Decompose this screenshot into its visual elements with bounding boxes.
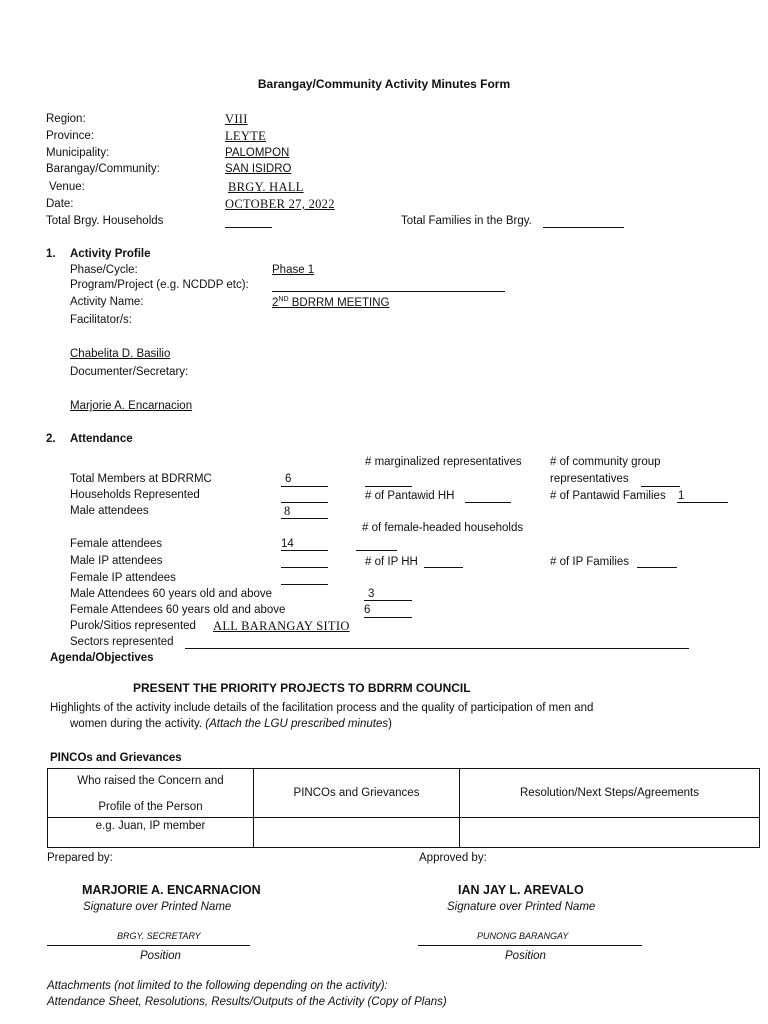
households-blank <box>225 227 272 228</box>
venue-label: Venue: <box>49 181 85 193</box>
region-label: Region: <box>46 113 86 125</box>
female-attendees-line <box>281 550 328 551</box>
attachments-line-2: Attendance Sheet, Resolutions, Results/Outputs of the Activity (Copy of Plans) <box>47 996 447 1008</box>
female-headed-label: # of female-headed households <box>362 522 524 534</box>
table-cell <box>254 818 460 848</box>
families-blank <box>543 227 624 228</box>
pincos-example: e.g. Juan, IP member <box>48 818 254 848</box>
pantawid-hh-blank <box>465 502 511 503</box>
male-attendees-label: Male attendees <box>70 505 149 517</box>
male-attendees-value: 8 <box>284 504 291 518</box>
male-ip-label: Male IP attendees <box>70 555 163 567</box>
program-blank <box>272 291 505 292</box>
total-members-value: 6 <box>285 473 292 485</box>
documenter-value: Marjorie A. Encarnacion <box>70 400 193 412</box>
female-attendees-value: 14 <box>281 538 294 550</box>
date-value: OCTOBER 27, 2022 <box>225 197 335 211</box>
marginalized-label: # marginalized representatives <box>365 456 522 468</box>
documenter-label: Documenter/Secretary: <box>70 366 189 378</box>
pincos-col-person: Who raised the Concern and Profile of the Person <box>48 769 254 818</box>
pincos-col-grievances: PINCOs and Grievances <box>254 769 460 818</box>
approved-name: IAN JAY L. AREVALO <box>458 883 584 897</box>
municipality-value: PALOMPON <box>225 147 290 159</box>
agenda-value: PRESENT THE PRIORITY PROJECTS TO BDRRM COUNCIL <box>133 681 471 695</box>
activity-profile-num: 1. <box>46 248 56 260</box>
prepared-sig-caption: Signature over Printed Name <box>83 901 232 913</box>
prepared-position-line <box>47 945 250 946</box>
table-row <box>48 769 760 818</box>
program-label: Program/Project (e.g. NCDDP etc): <box>70 279 249 291</box>
date-label: Date: <box>46 198 74 210</box>
phase-value: Phase 1 <box>272 264 315 276</box>
pincos-heading: PINCOs and Grievances <box>50 752 182 764</box>
ip-hh-label: # of IP HH <box>365 556 418 568</box>
community-group-blank <box>641 486 680 487</box>
families-label: Total Families in the Brgy. <box>401 215 532 227</box>
province-value: LEYTE <box>225 129 267 143</box>
activity-name-label: Activity Name: <box>70 296 144 308</box>
table-row <box>48 818 760 848</box>
female-attendees-label: Female attendees <box>70 538 163 550</box>
community-group-label-2: representatives <box>550 473 629 485</box>
facilitator-value: Chabelita D. Basilio <box>70 348 171 360</box>
phase-label: Phase/Cycle: <box>70 264 138 276</box>
table-cell <box>460 818 760 848</box>
households-label: Total Brgy. Households <box>46 215 164 227</box>
ip-hh-blank <box>424 567 463 568</box>
male-ip-blank <box>281 567 328 568</box>
barangay-label: Barangay/Community: <box>46 163 160 175</box>
ip-families-blank <box>637 567 677 568</box>
male-60-label: Male Attendees 60 years old and above <box>70 588 273 600</box>
female-ip-label: Female IP attendees <box>70 572 176 584</box>
male-attendees-line <box>281 518 328 519</box>
male-60-line <box>364 600 412 601</box>
households-represented-blank <box>281 502 328 503</box>
approved-by-label: Approved by: <box>419 852 487 864</box>
pantawid-families-line <box>677 502 728 503</box>
attachments-line-1: Attachments (not limited to the following depending on the activity): <box>47 980 388 992</box>
pantawid-families-value: 1 <box>678 490 685 502</box>
form-title: Barangay/Community Activity Minutes Form <box>257 77 511 91</box>
highlights-line-2: women during the activity. (Attach the LGU prescribed minutes) <box>70 718 392 730</box>
venue-value: BRGY. HALL <box>228 180 304 194</box>
prepared-by-label: Prepared by: <box>47 852 113 864</box>
region-value: VIII <box>225 112 248 126</box>
community-group-label: # of community group <box>550 456 661 468</box>
pincos-col-resolution: Resolution/Next Steps/Agreements <box>460 769 760 818</box>
female-60-line <box>364 617 412 618</box>
pantawid-hh-label: # of Pantawid HH <box>365 490 455 502</box>
barangay-value: SAN ISIDRO <box>225 163 292 175</box>
attendance-num: 2. <box>46 433 56 445</box>
marginalized-blank <box>365 486 412 487</box>
sectors-label: Sectors represented <box>70 636 174 648</box>
province-label: Province: <box>46 130 94 142</box>
female-60-label: Female Attendees 60 years old and above <box>70 604 286 616</box>
prepared-position-caption: Position <box>140 950 181 962</box>
attendance-heading: Attendance <box>70 433 133 445</box>
ip-families-label: # of IP Families <box>550 556 630 568</box>
approved-sig-caption: Signature over Printed Name <box>447 901 596 913</box>
female-60-value: 6 <box>364 604 371 616</box>
male-60-value: 3 <box>368 588 375 600</box>
prepared-position: BRGY. SECRETARY <box>117 931 201 941</box>
total-members-label: Total Members at BDRRMC <box>70 473 212 485</box>
activity-name-value: 2ND BDRRM MEETING <box>272 296 390 309</box>
total-members-line <box>281 486 328 487</box>
facilitator-label: Facilitator/s: <box>70 314 132 326</box>
female-ip-blank <box>281 584 328 585</box>
pincos-table <box>47 768 760 848</box>
purok-value: ALL BARANGAY SITIO <box>213 619 350 633</box>
municipality-label: Municipality: <box>46 147 110 159</box>
pantawid-families-label: # of Pantawid Families <box>550 490 666 502</box>
households-represented-label: Households Represented <box>70 489 200 501</box>
highlights-line-1: Highlights of the activity include details of the facilitation process and the quality of participation of men and <box>50 702 594 714</box>
purok-label: Purok/Sitios represented <box>70 620 196 632</box>
female-headed-blank <box>356 550 397 551</box>
sectors-blank <box>185 648 689 649</box>
approved-position-line <box>418 945 642 946</box>
agenda-heading: Agenda/Objectives <box>50 652 154 664</box>
prepared-name: MARJORIE A. ENCARNACION <box>82 883 261 897</box>
activity-profile-heading: Activity Profile <box>70 248 151 260</box>
approved-position: PUNONG BARANGAY <box>477 931 569 941</box>
approved-position-caption: Position <box>505 950 546 962</box>
